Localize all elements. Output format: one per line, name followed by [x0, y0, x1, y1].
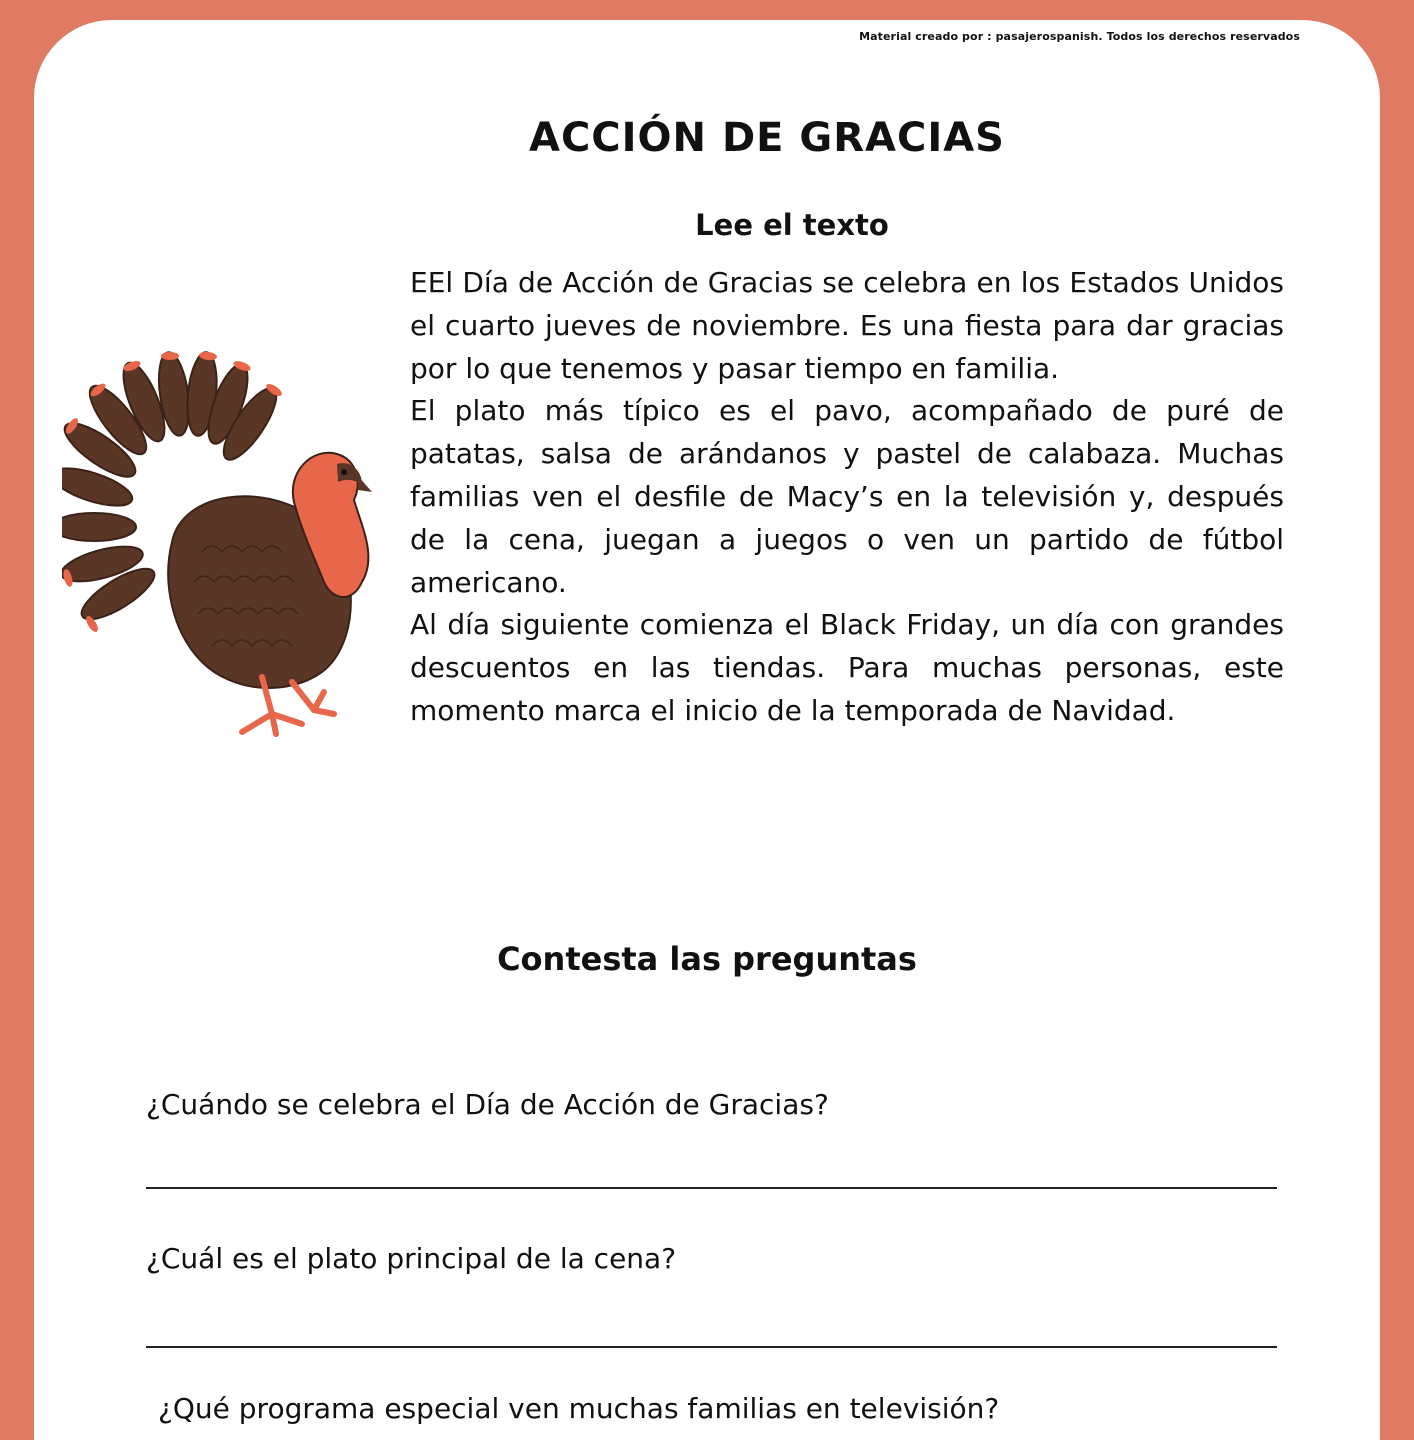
turkey-illustration: [62, 342, 372, 737]
passage-paragraph: EEl Día de Acción de Gracias se celebra en los Estados Unidos el cuarto jueves de noviembre. Es una fiesta para dar gracias por lo que tenemos y pasar tiempo en familia.: [410, 266, 1284, 385]
passage-paragraph: Al día siguiente comienza el Black Friday, un día con grandes descuentos en las tiendas. Para muchas personas, este momento marca el inicio de la temporada de Navidad.: [410, 608, 1284, 727]
worksheet-page: [34, 20, 1380, 1440]
questions-heading: Contesta las preguntas: [497, 940, 917, 978]
passage-paragraph: El plato más típico es el pavo, acompañado de puré de patatas, salsa de arándanos y pastel de calabaza. Muchas familias ven el desfile de Macy’s en la televisión y, después de la cena, juegan a juegos o ven un partido de fútbol americano.: [410, 394, 1284, 599]
reading-passage: [410, 262, 1284, 733]
question-2: ¿Cuál es el plato principal de la cena?: [146, 1242, 677, 1275]
question-1: ¿Cuándo se celebra el Día de Acción de Gracias?: [146, 1088, 829, 1121]
read-heading: Lee el texto: [695, 208, 889, 242]
page-title: ACCIÓN DE GRACIAS: [528, 115, 1005, 161]
answer-line-1[interactable]: [146, 1187, 1277, 1189]
answer-line-2[interactable]: [146, 1346, 1277, 1348]
copyright-credit: Material creado por : pasajerospanish. Todos los derechos reservados: [859, 30, 1300, 43]
question-3: ¿Qué programa especial ven muchas familias en televisión?: [158, 1392, 1000, 1425]
